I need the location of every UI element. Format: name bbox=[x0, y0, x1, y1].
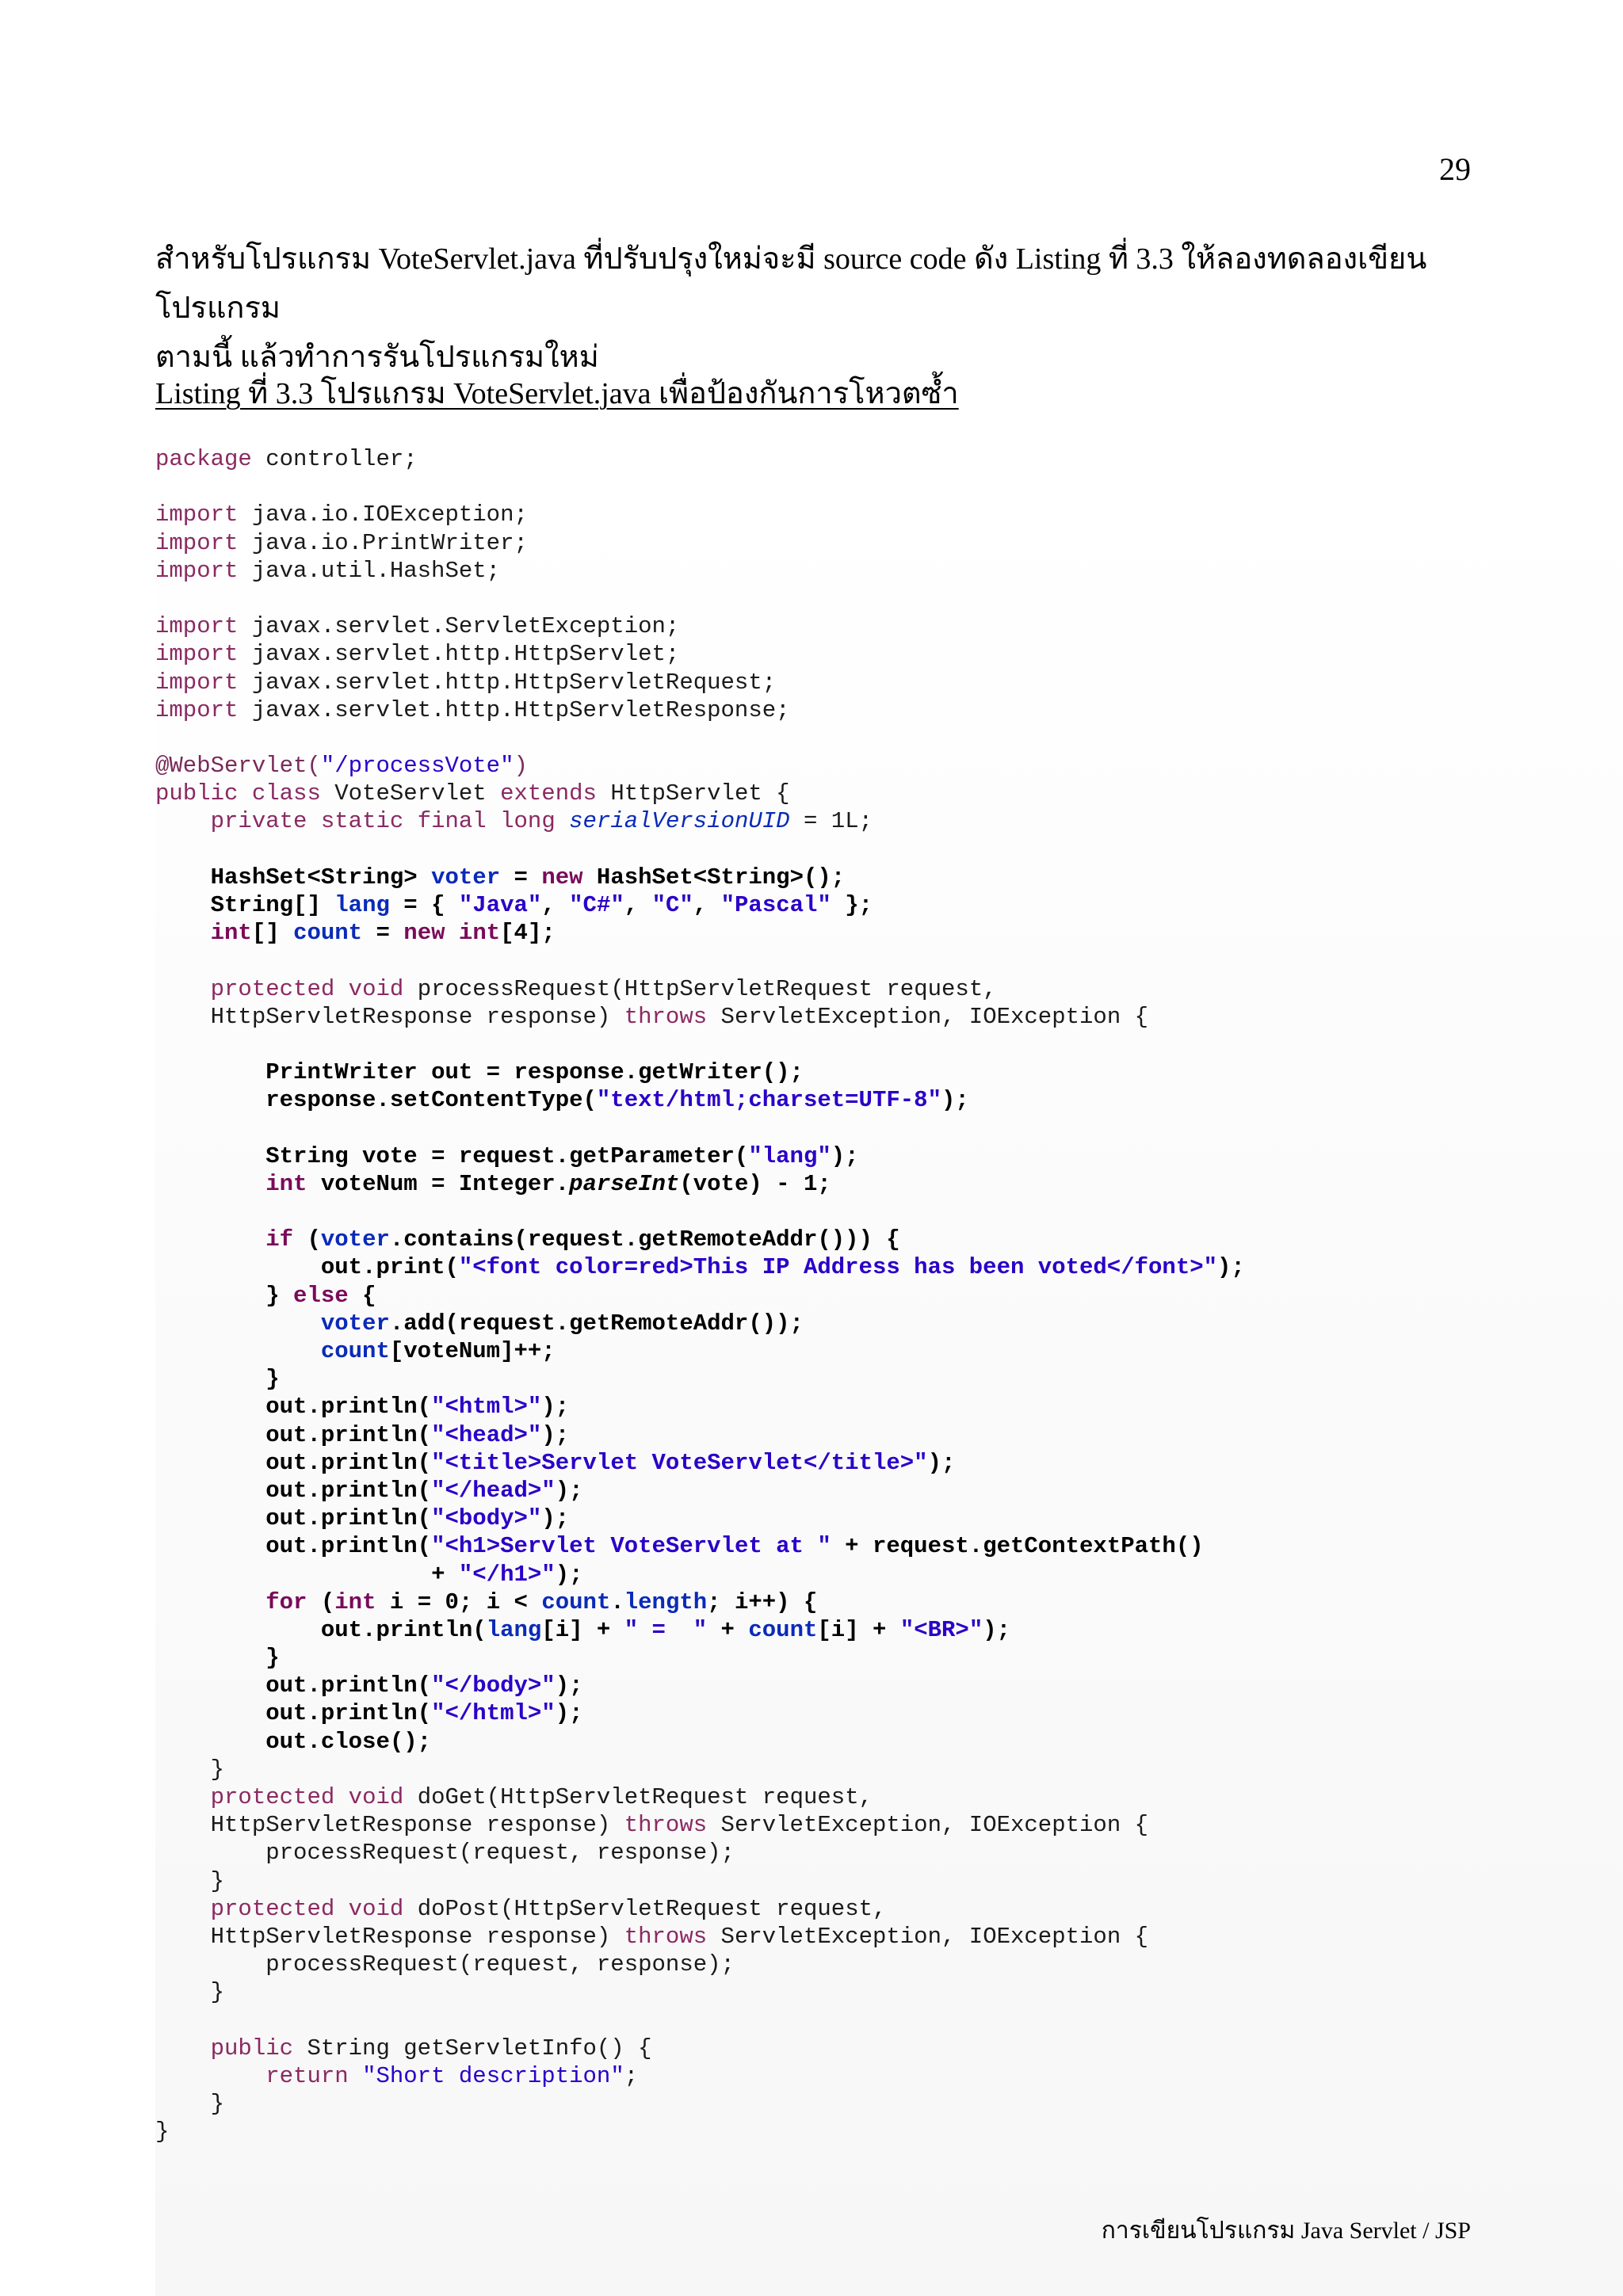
code-token: java.util.HashSet; bbox=[238, 557, 501, 584]
code-token: ); bbox=[555, 1477, 583, 1504]
code-line bbox=[155, 1756, 1245, 1783]
code-token: ServletException, IOException { bbox=[707, 1812, 1149, 1839]
code-token: ) bbox=[514, 753, 528, 780]
code-token bbox=[155, 2063, 265, 2089]
code-token: private bbox=[210, 808, 307, 835]
code-line bbox=[155, 947, 1245, 974]
intro-paragraph bbox=[155, 235, 1487, 382]
code-token: , bbox=[693, 892, 721, 918]
code-line bbox=[155, 1282, 1245, 1310]
code-token: void bbox=[348, 1784, 404, 1810]
code-token: import bbox=[155, 641, 239, 668]
code-token: protected bbox=[210, 975, 335, 1002]
code-line bbox=[155, 1923, 1245, 1951]
code-token bbox=[155, 808, 211, 834]
code-token: ( bbox=[293, 1226, 321, 1253]
code-line bbox=[155, 612, 1245, 640]
code-token: import bbox=[155, 696, 239, 723]
code-line bbox=[155, 640, 1245, 668]
code-token: import bbox=[155, 502, 239, 528]
code-line bbox=[155, 2118, 1245, 2145]
code-line bbox=[155, 1337, 1245, 1365]
code-token: } bbox=[155, 1867, 225, 1894]
code-line bbox=[155, 1115, 1245, 1142]
code-line bbox=[155, 585, 1245, 612]
code-token: javax.servlet.ServletException; bbox=[238, 613, 680, 640]
code-token: i = 0; i < bbox=[376, 1589, 542, 1615]
code-token: [i] + bbox=[541, 1616, 624, 1643]
code-token: ); bbox=[555, 1561, 583, 1588]
code-token bbox=[155, 1896, 211, 1922]
code-token: out.println( bbox=[155, 1421, 432, 1448]
code-line bbox=[155, 975, 1245, 1003]
code-token: "<font color=red>This IP Address has been voted</font>" bbox=[458, 1254, 1218, 1281]
code-line bbox=[155, 2062, 1245, 2090]
code-token: lang bbox=[334, 892, 390, 918]
code-token: doGet(HttpServletRequest request, bbox=[403, 1784, 873, 1810]
code-token: javax.servlet.http.HttpServletResponse; bbox=[238, 696, 790, 723]
code-token: ); bbox=[927, 1449, 956, 1476]
code-token bbox=[155, 1226, 265, 1253]
code-token: doPost(HttpServletRequest request, bbox=[403, 1895, 887, 1922]
code-line bbox=[155, 2007, 1245, 2035]
code-token: . bbox=[610, 1589, 624, 1615]
code-line bbox=[155, 1170, 1245, 1198]
code-token bbox=[445, 920, 459, 946]
code-token: } bbox=[155, 1756, 225, 1783]
code-line bbox=[155, 501, 1245, 528]
code-token: ( bbox=[307, 1589, 335, 1615]
code-token: VoteServlet bbox=[320, 780, 501, 807]
code-token: throws bbox=[624, 1812, 708, 1839]
code-token: protected bbox=[210, 1784, 335, 1810]
code-token: "</html>" bbox=[431, 1700, 556, 1727]
code-line bbox=[155, 445, 1245, 473]
intro-line-1: สำหรับโปรแกรม VoteServlet.java ที่ปรับปรุงใหม่จะมี source code ดัง Listing ที่ 3.3 ให้ลองทดลองเขียนโปรแกรม bbox=[155, 242, 1427, 325]
code-token: count bbox=[320, 1338, 390, 1364]
code-token: long bbox=[500, 808, 556, 835]
code-token: ); bbox=[555, 1672, 583, 1699]
code-token: extends bbox=[500, 780, 597, 807]
code-token: } bbox=[155, 1282, 294, 1309]
code-token: response.setContentType( bbox=[155, 1087, 597, 1114]
code-token: HttpServlet { bbox=[596, 780, 790, 807]
code-token: String vote = request.getParameter( bbox=[155, 1142, 749, 1169]
code-token: protected bbox=[210, 1895, 335, 1922]
code-token: HttpServletResponse response) bbox=[155, 1003, 624, 1030]
code-line bbox=[155, 2035, 1245, 2062]
code-token: ); bbox=[1217, 1254, 1245, 1281]
code-token bbox=[155, 1338, 321, 1364]
code-line bbox=[155, 780, 1245, 807]
code-token: "<body>" bbox=[431, 1505, 542, 1532]
code-token: + bbox=[707, 1616, 749, 1643]
code-token: return bbox=[265, 2062, 349, 2089]
code-token: "C#" bbox=[569, 892, 624, 918]
code-line bbox=[155, 1672, 1245, 1699]
code-token: "Java" bbox=[458, 892, 542, 918]
code-line bbox=[155, 752, 1245, 780]
code-line bbox=[155, 2090, 1245, 2118]
code-token: = 1L; bbox=[789, 808, 873, 835]
code-token: ); bbox=[831, 1142, 859, 1169]
code-line bbox=[155, 1699, 1245, 1727]
code-line bbox=[155, 1142, 1245, 1170]
code-token: } bbox=[155, 1366, 280, 1393]
code-token: new bbox=[541, 864, 583, 891]
code-line bbox=[155, 864, 1245, 891]
code-token: [voteNum]++; bbox=[389, 1338, 556, 1364]
code-token: .contains(request.getRemoteAddr())) { bbox=[389, 1226, 900, 1253]
code-token: int bbox=[334, 1589, 376, 1615]
code-token: .add(request.getRemoteAddr()); bbox=[389, 1310, 804, 1337]
code-token: ServletException, IOException { bbox=[707, 1923, 1149, 1950]
code-token: "<h1>Servlet VoteServlet at " bbox=[431, 1533, 831, 1560]
code-token bbox=[155, 1310, 321, 1337]
code-line bbox=[155, 557, 1245, 585]
code-line bbox=[155, 1867, 1245, 1895]
page-number: 29 bbox=[1439, 151, 1471, 187]
code-token: "</h1>" bbox=[458, 1561, 556, 1588]
code-token bbox=[334, 976, 348, 1002]
code-token: "<title>Servlet VoteServlet</title>" bbox=[431, 1449, 928, 1476]
code-token: ; i++) { bbox=[707, 1589, 818, 1615]
code-token: out.println( bbox=[155, 1672, 432, 1699]
code-line bbox=[155, 669, 1245, 696]
code-line bbox=[155, 473, 1245, 501]
code-token: , bbox=[624, 892, 652, 918]
code-line bbox=[155, 1839, 1245, 1867]
code-token: if bbox=[265, 1226, 294, 1253]
code-token: "Short description" bbox=[362, 2062, 624, 2089]
code-token bbox=[155, 2035, 211, 2061]
code-line bbox=[155, 1644, 1245, 1672]
code-line bbox=[155, 1728, 1245, 1756]
code-token: PrintWriter out = response.getWriter(); bbox=[155, 1059, 804, 1086]
code-token: processRequest(HttpServletRequest request, bbox=[403, 975, 997, 1002]
code-line bbox=[155, 1532, 1245, 1560]
code-token: import bbox=[155, 557, 239, 584]
code-token: [4]; bbox=[500, 920, 556, 947]
code-token: = bbox=[500, 864, 542, 891]
code-token: ; bbox=[624, 2062, 639, 2089]
code-line bbox=[155, 1421, 1245, 1449]
code-token: count bbox=[748, 1616, 818, 1643]
code-line bbox=[155, 1589, 1245, 1616]
code-token: package bbox=[155, 446, 252, 472]
code-line bbox=[155, 1449, 1245, 1477]
code-token: "C" bbox=[651, 892, 693, 918]
code-token: out.println( bbox=[155, 1616, 487, 1643]
code-token: HttpServletResponse response) bbox=[155, 1923, 624, 1950]
code-token: import bbox=[155, 669, 239, 696]
code-token: ); bbox=[541, 1394, 570, 1421]
code-line bbox=[155, 807, 1245, 835]
code-token: } bbox=[155, 2091, 225, 2118]
code-line bbox=[155, 1895, 1245, 1923]
code-token: serialVersionUID bbox=[569, 808, 790, 835]
code-line bbox=[155, 1393, 1245, 1421]
code-line bbox=[155, 1198, 1245, 1226]
code-token: controller; bbox=[251, 446, 418, 472]
code-token: out.print( bbox=[155, 1254, 459, 1281]
code-token: HashSet<String> bbox=[155, 864, 432, 891]
code-token: , bbox=[541, 892, 570, 918]
code-line bbox=[155, 1783, 1245, 1811]
code-token: for bbox=[265, 1589, 307, 1615]
code-token bbox=[334, 1784, 348, 1810]
code-token: else bbox=[293, 1282, 349, 1309]
code-line bbox=[155, 724, 1245, 752]
code-token bbox=[155, 1589, 265, 1615]
code-token bbox=[155, 1784, 211, 1810]
code-token: out.println( bbox=[155, 1394, 432, 1421]
code-token bbox=[307, 808, 320, 834]
code-token: count bbox=[541, 1589, 611, 1615]
code-line bbox=[155, 1031, 1245, 1058]
code-listing bbox=[155, 445, 1245, 2145]
code-token: processRequest(request, response); bbox=[155, 1840, 735, 1867]
code-token bbox=[556, 808, 569, 834]
code-token bbox=[487, 808, 500, 834]
code-token: import bbox=[155, 613, 239, 640]
code-token: String[] bbox=[155, 892, 335, 918]
code-token: void bbox=[348, 975, 404, 1002]
code-token: class bbox=[251, 780, 321, 807]
code-token: "<html>" bbox=[431, 1394, 542, 1421]
code-line bbox=[155, 1086, 1245, 1114]
code-token: throws bbox=[624, 1923, 708, 1950]
code-token: static bbox=[320, 808, 404, 835]
code-token: import bbox=[155, 529, 239, 556]
code-token: } bbox=[155, 2119, 170, 2145]
code-line bbox=[155, 1616, 1245, 1644]
page-footer: การเขียนโปรแกรม Java Servlet / JSP bbox=[1101, 2218, 1471, 2244]
code-line bbox=[155, 1003, 1245, 1031]
code-token bbox=[155, 920, 211, 946]
code-token: final bbox=[417, 808, 487, 835]
intro-line-2: ตามนี้ แล้วทำการรันโปรแกรมใหม่ bbox=[155, 341, 599, 374]
code-line bbox=[155, 1226, 1245, 1253]
code-token: [] bbox=[251, 920, 294, 947]
code-token: out.close(); bbox=[155, 1728, 432, 1755]
code-token: ); bbox=[555, 1700, 583, 1727]
code-token: ); bbox=[541, 1421, 570, 1448]
code-token: = bbox=[362, 920, 404, 947]
code-token: voteNum = Integer. bbox=[307, 1170, 570, 1197]
code-token: javax.servlet.http.HttpServletRequest; bbox=[238, 669, 777, 696]
code-token: out.println( bbox=[155, 1505, 432, 1532]
code-line bbox=[155, 1253, 1245, 1281]
code-token bbox=[155, 976, 211, 1002]
code-token: processRequest(request, response); bbox=[155, 1951, 735, 1978]
code-token: String getServletInfo() { bbox=[293, 2035, 652, 2061]
code-line bbox=[155, 696, 1245, 724]
code-token: int bbox=[265, 1170, 307, 1197]
code-token: ); bbox=[983, 1616, 1011, 1643]
code-token: length bbox=[624, 1589, 708, 1615]
code-token: "</head>" bbox=[431, 1477, 556, 1504]
code-token: ); bbox=[541, 1505, 570, 1532]
code-token: }; bbox=[831, 892, 873, 918]
code-line bbox=[155, 1505, 1245, 1532]
code-token: + request.getContextPath() bbox=[831, 1533, 1204, 1560]
code-line bbox=[155, 1477, 1245, 1505]
code-token: out.println( bbox=[155, 1700, 432, 1727]
code-token: "/processVote" bbox=[320, 753, 514, 780]
code-token: "<BR>" bbox=[899, 1616, 983, 1643]
code-token: lang bbox=[486, 1616, 542, 1643]
code-token bbox=[403, 808, 417, 834]
code-line bbox=[155, 1058, 1245, 1086]
code-token: java.io.IOException; bbox=[238, 502, 528, 528]
code-line bbox=[155, 836, 1245, 864]
code-token: public bbox=[155, 780, 239, 807]
code-token: java.io.PrintWriter; bbox=[238, 529, 528, 556]
code-token: ServletException, IOException { bbox=[707, 1003, 1149, 1030]
code-token: "Pascal" bbox=[720, 892, 831, 918]
code-token: void bbox=[348, 1895, 404, 1922]
code-token: voter bbox=[320, 1310, 390, 1337]
code-line bbox=[155, 919, 1245, 947]
code-token: { bbox=[348, 1282, 376, 1309]
code-line bbox=[155, 891, 1245, 919]
code-token: public bbox=[210, 2035, 294, 2061]
code-token: "text/html;charset=UTF-8" bbox=[596, 1087, 941, 1114]
code-token: (vote) - 1; bbox=[679, 1170, 831, 1197]
code-line bbox=[155, 1561, 1245, 1589]
code-token: throws bbox=[624, 1003, 708, 1030]
code-token: "lang" bbox=[748, 1142, 831, 1169]
listing-heading: Listing ที่ 3.3 โปรแกรม VoteServlet.java เพื่อป้องกันการโหวตซ้ำ bbox=[155, 377, 959, 410]
code-line bbox=[155, 1978, 1245, 2006]
code-token bbox=[349, 2063, 362, 2089]
code-token: int bbox=[458, 920, 501, 947]
code-token: voter bbox=[320, 1226, 390, 1253]
code-token: = { bbox=[389, 892, 459, 918]
code-line bbox=[155, 529, 1245, 557]
code-token: " = " bbox=[624, 1616, 708, 1643]
code-token: HashSet<String>(); bbox=[582, 864, 846, 891]
code-token: javax.servlet.http.HttpServlet; bbox=[238, 641, 680, 668]
code-token bbox=[238, 780, 251, 807]
code-token: "<head>" bbox=[431, 1421, 542, 1448]
code-token: out.println( bbox=[155, 1533, 432, 1560]
code-line bbox=[155, 1811, 1245, 1839]
code-token: new bbox=[403, 920, 445, 947]
code-line bbox=[155, 1310, 1245, 1337]
code-token: [i] + bbox=[817, 1616, 900, 1643]
code-token: } bbox=[155, 1979, 225, 2006]
code-token: HttpServletResponse response) bbox=[155, 1812, 624, 1839]
code-token: + bbox=[155, 1561, 459, 1588]
code-token bbox=[334, 1896, 348, 1922]
code-token: @WebServlet( bbox=[155, 753, 321, 780]
code-token: parseInt bbox=[569, 1170, 680, 1197]
code-line bbox=[155, 1365, 1245, 1393]
code-line bbox=[155, 1951, 1245, 1978]
code-token: "</body>" bbox=[431, 1672, 556, 1699]
code-token: out.println( bbox=[155, 1477, 432, 1504]
code-token: ); bbox=[941, 1087, 969, 1114]
code-token: voter bbox=[431, 864, 501, 891]
code-token bbox=[155, 1171, 265, 1197]
code-token: } bbox=[155, 1645, 280, 1672]
code-token: out.println( bbox=[155, 1449, 432, 1476]
code-token: int bbox=[210, 920, 252, 947]
code-token: count bbox=[293, 920, 363, 947]
